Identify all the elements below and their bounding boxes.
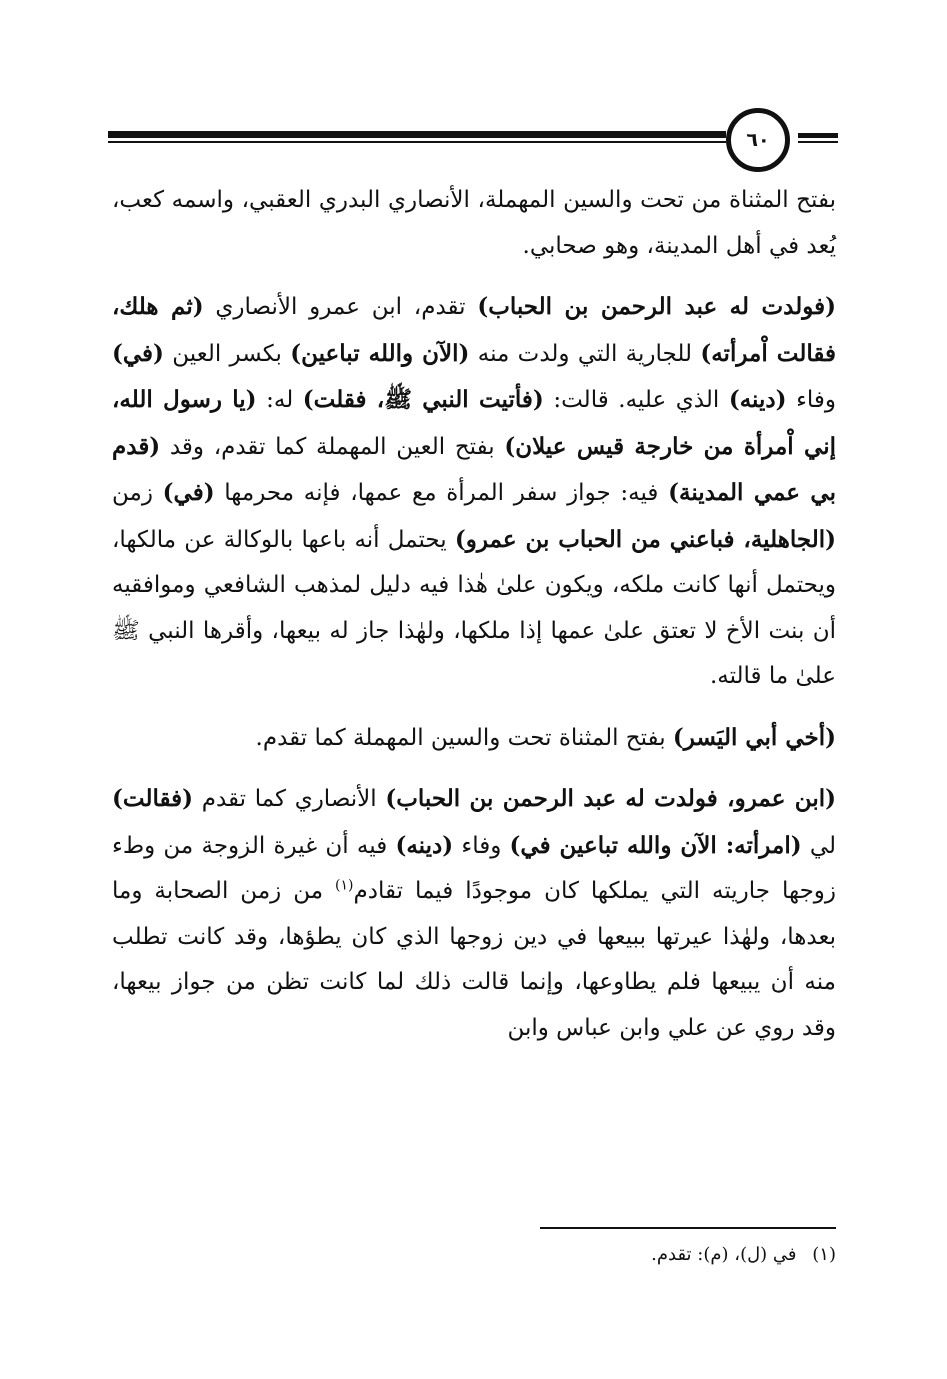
quoted-text: (ابن عمرو، فولدت له عبد الرحمن بن الحباب)	[385, 785, 836, 812]
body-text	[112, 178, 836, 1051]
quoted-text: (فأتيت النبي ﷺ، فقلت)	[302, 386, 544, 413]
commentary-text: وفاء	[786, 387, 836, 413]
footnote-number: (١)	[812, 1244, 836, 1265]
quoted-text: (الآن والله تباعين)	[290, 339, 470, 367]
commentary-text: زمن	[112, 480, 163, 506]
commentary-text: فيه أن غيرة الزوجة من وطء زوجها جاريته التي يملكها كان موجودًا فيما تقادم	[112, 832, 837, 904]
commentary-text: بكسر العين	[163, 340, 291, 367]
paragraph	[112, 178, 836, 269]
commentary-text: بفتح المثناة تحت والسين المهملة كما تقدم.	[255, 724, 673, 751]
footnote-ref: (١)	[335, 877, 354, 894]
quoted-text: (ثم هلك، فقالت اْمرأته)	[112, 293, 837, 367]
commentary-text: له:	[256, 387, 303, 413]
quoted-text: (أخي أبي اليَسر)	[672, 723, 836, 751]
quoted-text: (في)	[162, 479, 215, 506]
quoted-text: (في)	[112, 339, 164, 367]
quoted-text: (دينه)	[728, 386, 787, 413]
commentary-text: الذي عليه. قالت:	[543, 387, 729, 413]
quoted-text: (دينه)	[395, 831, 454, 859]
commentary-text: تقدم، ابن عمرو الأنصاري	[203, 294, 478, 320]
quoted-text: (فولدت له عبد الرحمن بن الحباب)	[477, 293, 836, 320]
page-number: ٦٠	[746, 129, 770, 151]
quoted-text: (امرأته: الآن والله تباعين في)	[509, 831, 802, 859]
footnote	[540, 1240, 836, 1270]
page-number-circle	[726, 108, 790, 172]
commentary-text: لي	[801, 832, 837, 859]
paragraph	[112, 284, 836, 700]
commentary-text: من زمن الصحابة وما بعدها، ولهٰذا عيرتها ببيعها في دين زوجها الذي كان يطؤها، وقد كانت تطلب منه أن يبيعها فلم يطاوعها، وإنما قالت ذلك لما كانت تظن من جواز بيعها، وقد روي عن علي وابن عباس وابن	[112, 878, 836, 1041]
commentary-text: للجارية التي ولدت منه	[469, 340, 701, 367]
header-rule-right-thin	[798, 141, 838, 143]
commentary-text: الأنصاري كما تقدم	[193, 786, 386, 812]
quoted-text: (قدم بي عمي المدينة)	[112, 432, 836, 506]
header-rule-thin	[108, 141, 726, 143]
header-rule	[108, 131, 726, 138]
header-rule-right	[798, 133, 838, 138]
quoted-text: (فقالت)	[112, 785, 193, 812]
quoted-text: (الجاهلية، فباعني من الحباب بن عمرو)	[454, 525, 836, 553]
quoted-text: (يا رسول الله، إني اْمرأة من خارجة قيس عيلان)	[112, 386, 837, 460]
commentary-text: وفاء	[453, 832, 510, 859]
page-header	[108, 108, 838, 172]
commentary-text: بفتح العين المهملة كما تقدم، وقد	[160, 433, 505, 460]
commentary-text: فيه: جواز سفر المرأة مع عمها، فإنه محرمها	[214, 480, 669, 506]
paragraph	[112, 776, 836, 1051]
commentary-text: يحتمل أنه باعها بالوكالة عن مالكها، ويحتمل أنها كانت ملكه، ويكون علىٰ هٰذا فيه دليل لمذهب الشافعي وموافقيه أن بنت الأخ لا تعتق علىٰ عمها إذا ملكها، ولهٰذا جاز له بيعها، وأقرها النبي ﷺ علىٰ ما قالته.	[112, 526, 836, 689]
paragraph	[112, 715, 836, 762]
commentary-text: بفتح المثناة من تحت والسين المهملة، الأنصاري البدري العقبي، واسمه كعب، يُعد في أهل المدينة، وهو صحابي.	[112, 187, 836, 259]
footnote-text: في (ل)، (م): تقدم.	[651, 1244, 797, 1265]
footnote-separator	[540, 1227, 836, 1229]
